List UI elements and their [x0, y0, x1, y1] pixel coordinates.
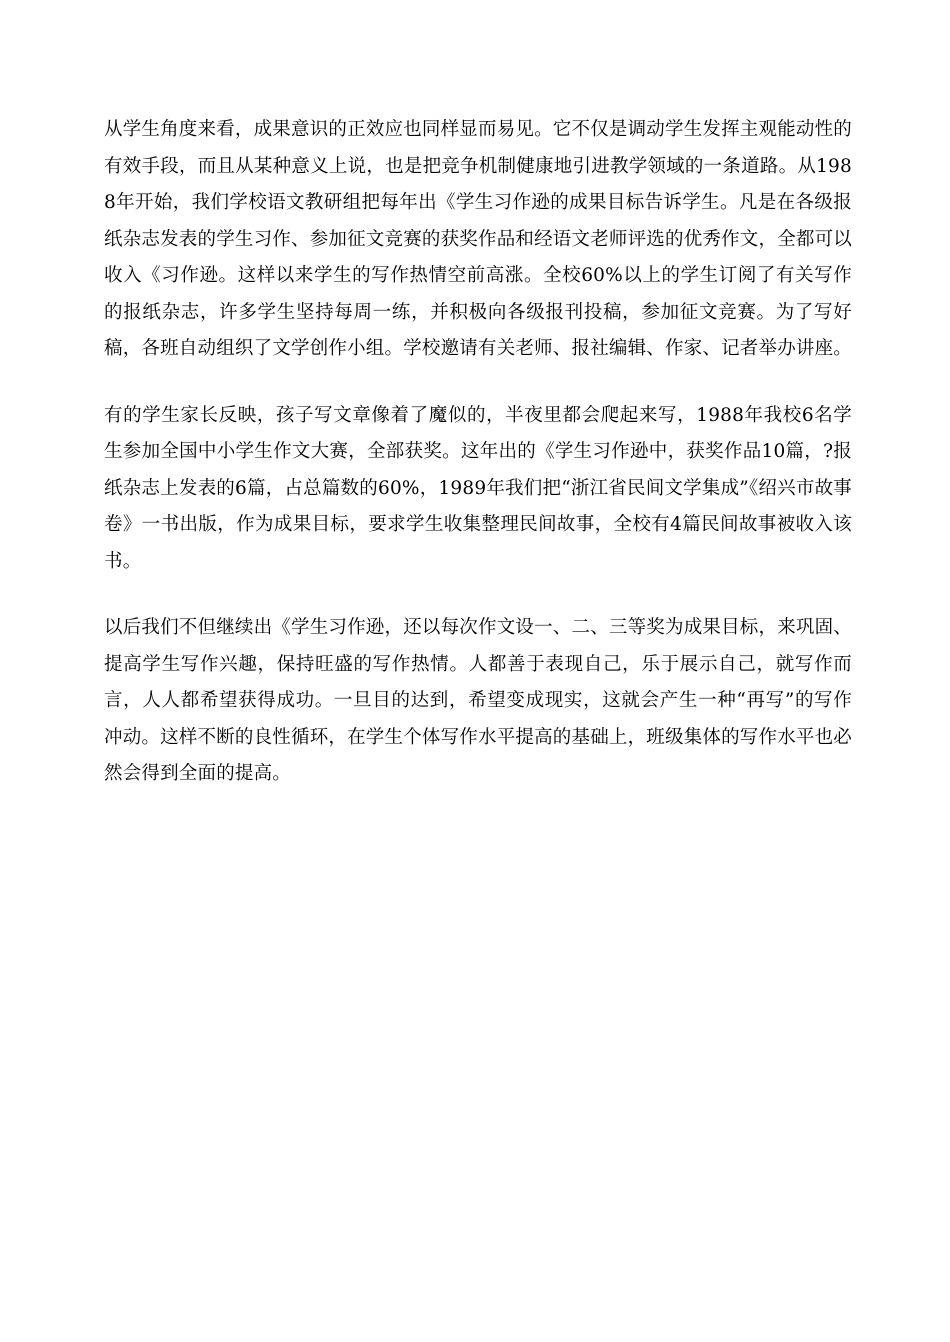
document-body	[104, 112, 852, 823]
paragraph-2: 有的学生家长反映，孩子写文章像着了魔似的，半夜里都会爬起来写，1988年我校6名学生参加全国中小学生作文大赛，全部获奖。这年出的《学生习作逊中，获奖作品10篇，?报纸杂志上发表的6篇，占总篇数的60%，1989年我们把“浙江省民间文学集成”《绍兴市故事卷》一书出版，作为成果目标，要求学生收集整理民间故事，全校有4篇民间故事被收入该书。	[104, 404, 852, 572]
paragraph-3: 以后我们不但继续出《学生习作逊，还以每次作文设一、二、三等奖为成果目标，来巩固、提高学生写作兴趣，保持旺盛的写作热情。人都善于表现自己，乐于展示自己，就写作而言，人人都希望获得成功。一旦目的达到，希望变成现实，这就会产生一种“再写”的写作冲动。这样不断的良性循环，在学生个体写作水平提高的基础上，班级集体的写作水平也必然会得到全面的提高。	[104, 617, 853, 784]
paragraph-1: 从学生角度来看，成果意识的正效应也同样显而易见。它不仅是调动学生发挥主观能动性的有效手段，而且从某种意义上说，也是把竞争机制健康地引进教学领域的一条道路。从1988年开始，我们学校语文教研组把每年出《学生习作逊的成果目标告诉学生。凡是在各级报纸杂志发表的学生习作、参加征文竞赛的获奖作品和经语文老师评选的优秀作文，全都可以收入《习作逊。这样以来学生的写作热情空前高涨。全校60%以上的学生订阅了有关写作的报纸杂志，许多学生坚持每周一练，并积极向各级报刊投稿，参加征文竞赛。为了写好稿，各班自动组织了文学创作小组。学校邀请有关老师、报社编辑、作家、记者举办讲座。	[104, 119, 853, 359]
